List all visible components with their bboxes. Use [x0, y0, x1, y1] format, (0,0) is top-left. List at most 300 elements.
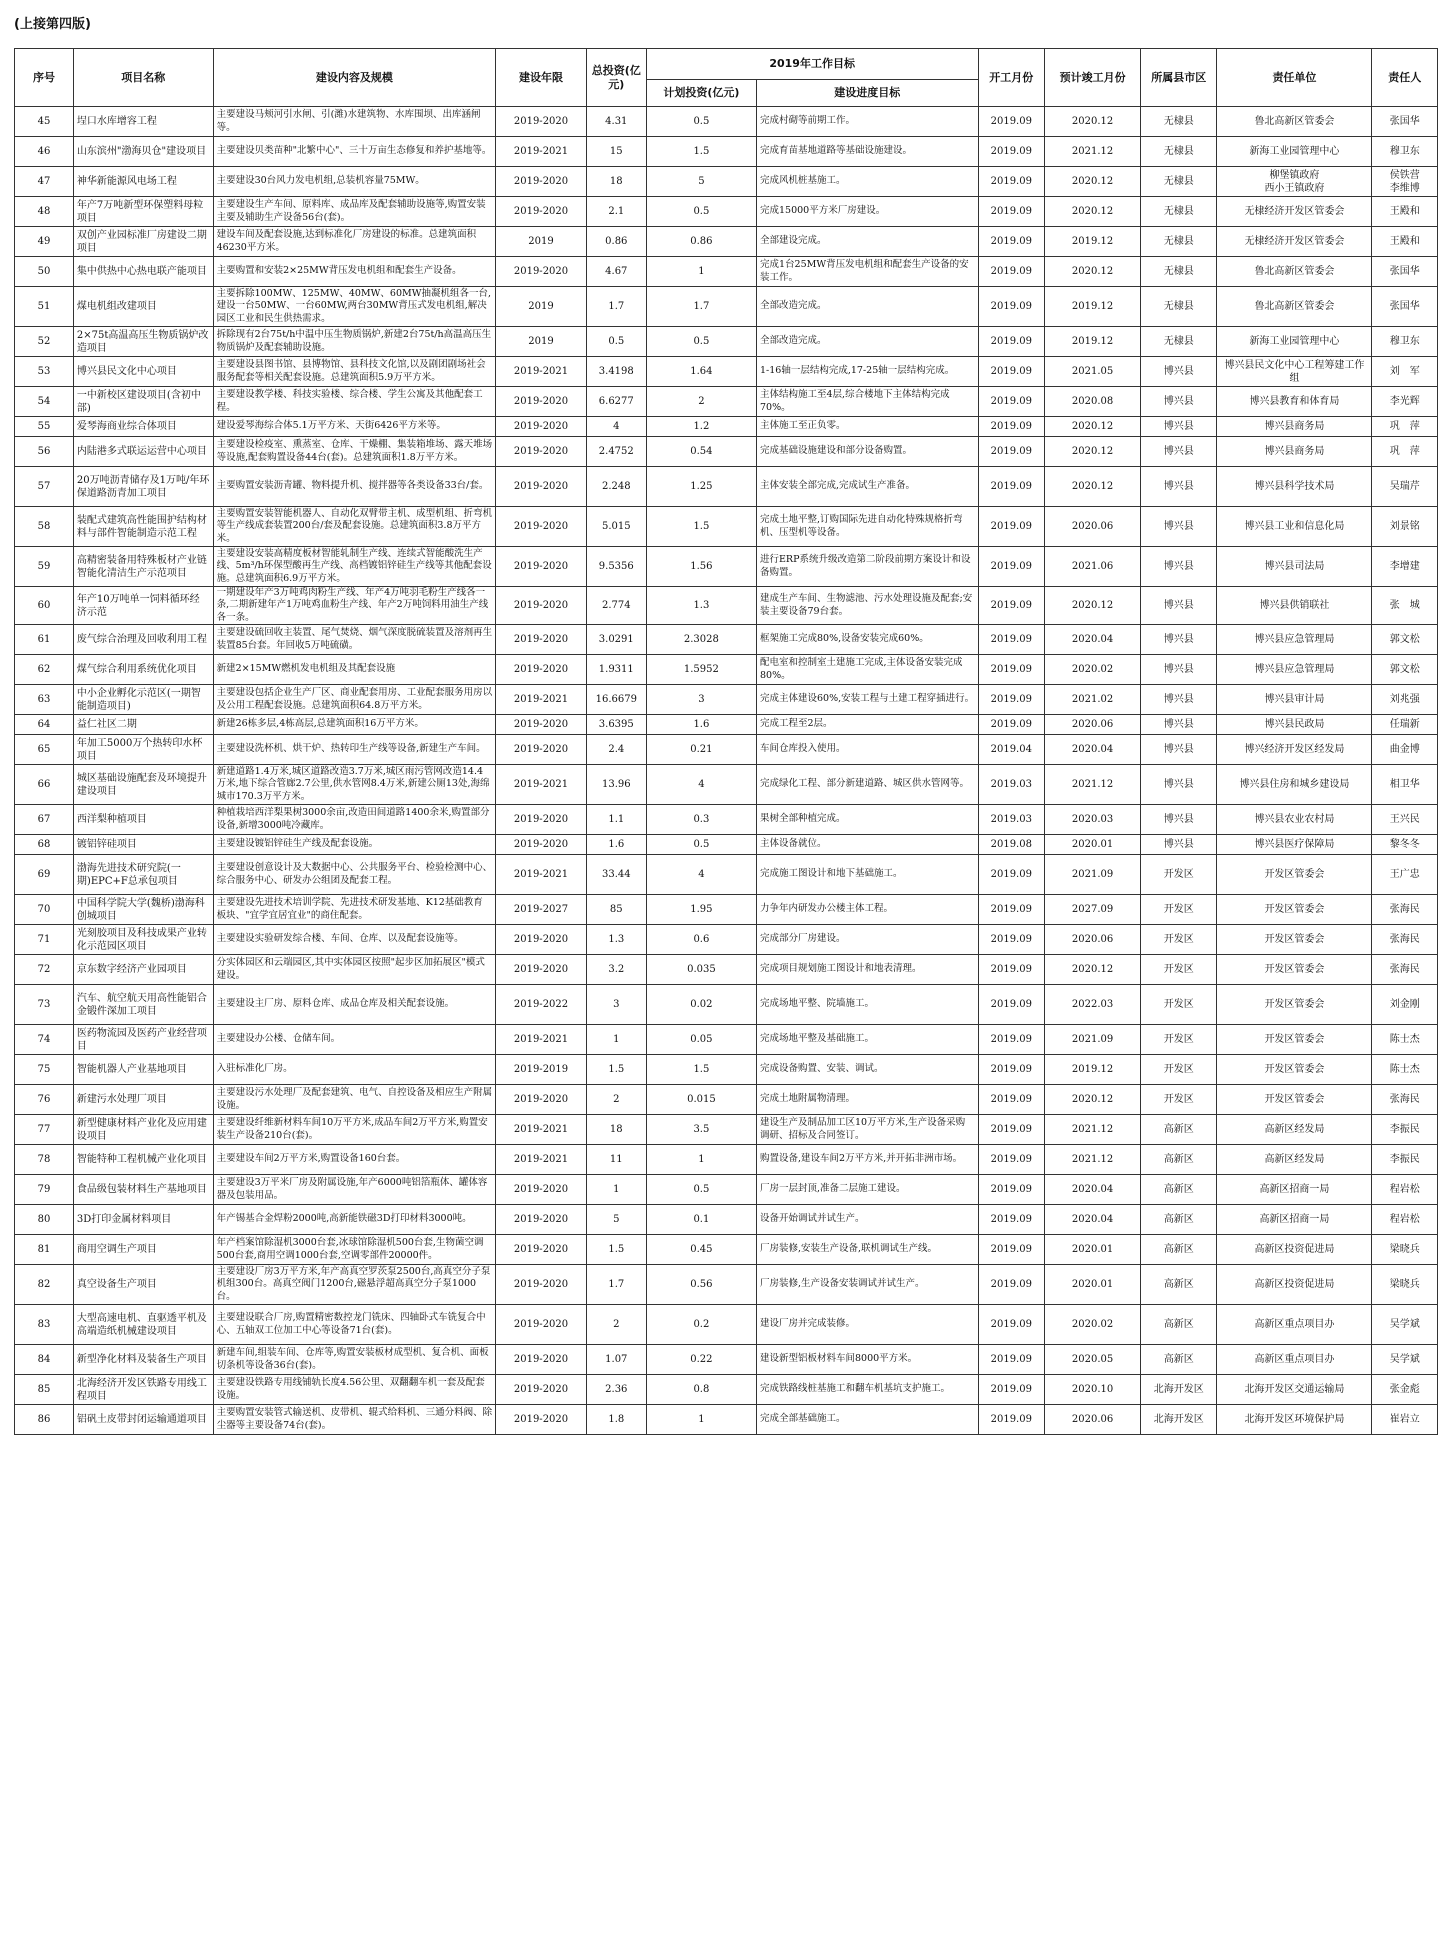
cell-start: 2019.09 [978, 625, 1045, 655]
cell-total: 1.5 [586, 1055, 646, 1085]
table-row [15, 1115, 1438, 1145]
cell-plan: 0.5 [646, 107, 756, 137]
cell-person: 郭文松 [1372, 625, 1438, 655]
cell-seq: 57 [15, 467, 74, 507]
table-row [15, 1175, 1438, 1205]
cell-start: 2019.09 [978, 357, 1045, 387]
cell-plan: 0.6 [646, 925, 756, 955]
table-row [15, 1265, 1438, 1305]
cell-county: 博兴县 [1141, 357, 1217, 387]
header-total: 总投资(亿元) [586, 49, 646, 107]
table-row [15, 835, 1438, 855]
cell-progress: 主体安装全部完成,完成试生产准备。 [757, 467, 979, 507]
cell-unit: 博兴经济开发区经发局 [1217, 735, 1372, 765]
table-row [15, 1405, 1438, 1435]
cell-start: 2019.09 [978, 137, 1045, 167]
cell-content: 主要建设洗杯机、烘干炉、热转印生产线等设备,新建生产车间。 [213, 735, 496, 765]
cell-finish: 2020.03 [1045, 805, 1141, 835]
cell-content: 主要建设创意设计及大数据中心、公共服务平台、检验检测中心、综合服务中心、研发办公组团及配套工程。 [213, 855, 496, 895]
cell-finish: 2021.12 [1045, 765, 1141, 805]
cell-person: 王兴民 [1372, 805, 1438, 835]
cell-finish: 2020.04 [1045, 1175, 1141, 1205]
cell-total: 2 [586, 1305, 646, 1345]
cell-content: 主要购置安装智能机器人、自动化双臂带主机、成型机组、折弯机等生产线成套装置200台/套及配套设施。总建筑面积3.8万平方米。 [213, 507, 496, 547]
cell-content: 主要购置和安装2×25MW背压发电机组和配套生产设备。 [213, 257, 496, 287]
cell-person: 刘景铭 [1372, 507, 1438, 547]
cell-period: 2019 [496, 227, 587, 257]
cell-progress: 完成施工图设计和地下基础施工。 [757, 855, 979, 895]
cell-county: 高新区 [1141, 1235, 1217, 1265]
cell-start: 2019.09 [978, 985, 1045, 1025]
cell-unit: 开发区管委会 [1217, 955, 1372, 985]
table-row [15, 1085, 1438, 1115]
cell-plan: 1.5952 [646, 655, 756, 685]
cell-period: 2019-2020 [496, 437, 587, 467]
cell-finish: 2027.09 [1045, 895, 1141, 925]
cell-seq: 66 [15, 765, 74, 805]
cell-county: 博兴县 [1141, 387, 1217, 417]
cell-plan: 3.5 [646, 1115, 756, 1145]
cell-finish: 2021.12 [1045, 1145, 1141, 1175]
cell-finish: 2021.06 [1045, 547, 1141, 587]
cell-start: 2019.03 [978, 805, 1045, 835]
cell-period: 2019-2020 [496, 955, 587, 985]
cell-period: 2019-2020 [496, 107, 587, 137]
cell-plan: 3 [646, 685, 756, 715]
cell-progress: 车间仓库投入使用。 [757, 735, 979, 765]
cell-total: 1 [586, 1025, 646, 1055]
cell-progress: 完成育苗基地道路等基础设施建设。 [757, 137, 979, 167]
cell-period: 2019-2021 [496, 855, 587, 895]
cell-content: 入驻标准化厂房。 [213, 1055, 496, 1085]
cell-name: 铝矾土皮带封闭运输通道项目 [73, 1405, 213, 1435]
cell-progress: 完成基础设施建设和部分设备购置。 [757, 437, 979, 467]
cell-person: 刘兆强 [1372, 685, 1438, 715]
cell-county: 博兴县 [1141, 625, 1217, 655]
table-row [15, 437, 1438, 467]
cell-finish: 2019.12 [1045, 327, 1141, 357]
cell-county: 高新区 [1141, 1205, 1217, 1235]
cell-unit: 新海工业园管理中心 [1217, 327, 1372, 357]
cell-person: 李增建 [1372, 547, 1438, 587]
cell-content: 主要建设30台风力发电机组,总装机容量75MW。 [213, 167, 496, 197]
cell-unit: 博兴县应急管理局 [1217, 655, 1372, 685]
cell-plan: 0.05 [646, 1025, 756, 1055]
cell-plan: 0.22 [646, 1345, 756, 1375]
cell-name: 汽车、航空航天用高性能铝合金锻件深加工项目 [73, 985, 213, 1025]
table-row [15, 227, 1438, 257]
cell-start: 2019.09 [978, 715, 1045, 735]
cell-plan: 0.02 [646, 985, 756, 1025]
cell-person: 张国华 [1372, 107, 1438, 137]
cell-total: 33.44 [586, 855, 646, 895]
cell-period: 2019-2022 [496, 985, 587, 1025]
cell-start: 2019.09 [978, 1115, 1045, 1145]
cell-progress: 配电室和控制室土建施工完成,主体设备安装完成80%。 [757, 655, 979, 685]
cell-unit: 博兴县司法局 [1217, 547, 1372, 587]
cell-county: 北海开发区 [1141, 1375, 1217, 1405]
cell-total: 18 [586, 1115, 646, 1145]
cell-unit: 高新区投资促进局 [1217, 1235, 1372, 1265]
cell-seq: 76 [15, 1085, 74, 1115]
cell-start: 2019.09 [978, 507, 1045, 547]
cell-finish: 2020.01 [1045, 1235, 1141, 1265]
cell-total: 0.5 [586, 327, 646, 357]
cell-period: 2019-2020 [496, 1405, 587, 1435]
cell-seq: 63 [15, 685, 74, 715]
cell-plan: 0.56 [646, 1265, 756, 1305]
cell-progress: 完成全部基础施工。 [757, 1405, 979, 1435]
cell-name: 年产10万吨单一饲料循环经济示范 [73, 587, 213, 625]
cell-content: 主要建设包括企业生产厂区、商业配套用房、工业配套服务用房以及公用工程配套设施。总建筑面积64.8万平方米。 [213, 685, 496, 715]
cell-person: 吴学斌 [1372, 1345, 1438, 1375]
cell-start: 2019.09 [978, 547, 1045, 587]
cell-finish: 2020.12 [1045, 587, 1141, 625]
cell-person: 梁晓兵 [1372, 1235, 1438, 1265]
cell-person: 侯铁营 李维博 [1372, 167, 1438, 197]
header-seq: 序号 [15, 49, 74, 107]
cell-unit: 无棣经济开发区管委会 [1217, 227, 1372, 257]
cell-total: 1.8 [586, 1405, 646, 1435]
cell-start: 2019.09 [978, 107, 1045, 137]
cell-person: 穆卫东 [1372, 137, 1438, 167]
table-row [15, 1145, 1438, 1175]
cell-seq: 82 [15, 1265, 74, 1305]
header-person: 责任人 [1372, 49, 1438, 107]
cell-plan: 2.3028 [646, 625, 756, 655]
cell-seq: 49 [15, 227, 74, 257]
cell-total: 2 [586, 1085, 646, 1115]
cell-finish: 2019.12 [1045, 227, 1141, 257]
cell-content: 建设爱琴海综合体5.1万平方米、天街6426平方米等。 [213, 417, 496, 437]
cell-total: 0.86 [586, 227, 646, 257]
cell-period: 2019-2020 [496, 1235, 587, 1265]
cell-finish: 2021.09 [1045, 1025, 1141, 1055]
cell-plan: 0.8 [646, 1375, 756, 1405]
cell-unit: 博兴县住房和城乡建设局 [1217, 765, 1372, 805]
cell-unit: 博兴县供销联社 [1217, 587, 1372, 625]
cell-name: 真空设备生产项目 [73, 1265, 213, 1305]
cell-unit: 高新区经发局 [1217, 1115, 1372, 1145]
cell-county: 博兴县 [1141, 655, 1217, 685]
cell-name: 光刻胶项目及科技成果产业转化示范园区项目 [73, 925, 213, 955]
cell-plan: 1.25 [646, 467, 756, 507]
table-row [15, 1025, 1438, 1055]
cell-period: 2019-2021 [496, 765, 587, 805]
cell-period: 2019-2027 [496, 895, 587, 925]
cell-total: 13.96 [586, 765, 646, 805]
cell-finish: 2020.10 [1045, 1375, 1141, 1405]
cell-total: 85 [586, 895, 646, 925]
header-progress: 建设进度目标 [757, 80, 979, 107]
cell-content: 新建道路1.4万米,城区道路改造3.7万米,城区雨污管网改造14.4万米,地下综合管廊2.7公里,供水管网8.4万米,新建公厕13处,海绵城市170.3万平方米。 [213, 765, 496, 805]
cell-plan: 0.5 [646, 197, 756, 227]
cell-unit: 高新区招商一局 [1217, 1175, 1372, 1205]
cell-person: 王广忠 [1372, 855, 1438, 895]
cell-person: 张海民 [1372, 925, 1438, 955]
cell-period: 2019-2020 [496, 1265, 587, 1305]
table-row [15, 547, 1438, 587]
cell-person: 李振民 [1372, 1115, 1438, 1145]
cell-county: 高新区 [1141, 1305, 1217, 1345]
cell-person: 梁晓兵 [1372, 1265, 1438, 1305]
cell-plan: 1.64 [646, 357, 756, 387]
cell-finish: 2020.05 [1045, 1345, 1141, 1375]
cell-name: 大型高速电机、直驱透平机及高端造纸机械建设项目 [73, 1305, 213, 1345]
header-unit: 责任单位 [1217, 49, 1372, 107]
cell-seq: 77 [15, 1115, 74, 1145]
cell-start: 2019.09 [978, 167, 1045, 197]
cell-content: 主要建设污水处理厂及配套建筑、电气、自控设备及相应生产附属设施。 [213, 1085, 496, 1115]
cell-content: 新建26栋多层,4栋高层,总建筑面积16万平方米。 [213, 715, 496, 735]
cell-county: 博兴县 [1141, 547, 1217, 587]
cell-name: 智能机器人产业基地项目 [73, 1055, 213, 1085]
cell-unit: 鲁北高新区管委会 [1217, 107, 1372, 137]
cell-county: 博兴县 [1141, 685, 1217, 715]
header-period: 建设年限 [496, 49, 587, 107]
cell-name: 新建污水处理厂项目 [73, 1085, 213, 1115]
cell-person: 郭文松 [1372, 655, 1438, 685]
cell-person: 李光辉 [1372, 387, 1438, 417]
cell-finish: 2019.12 [1045, 1055, 1141, 1085]
cell-period: 2019-2021 [496, 1145, 587, 1175]
cell-total: 15 [586, 137, 646, 167]
cell-period: 2019-2020 [496, 735, 587, 765]
cell-person: 巩 萍 [1372, 437, 1438, 467]
cell-content: 分实体园区和云端园区,其中实体园区按照"起步区加拓展区"模式建设。 [213, 955, 496, 985]
cell-progress: 全部改造完成。 [757, 287, 979, 327]
cell-seq: 65 [15, 735, 74, 765]
cell-start: 2019.09 [978, 855, 1045, 895]
cell-start: 2019.08 [978, 835, 1045, 855]
cell-plan: 0.5 [646, 835, 756, 855]
cell-county: 博兴县 [1141, 765, 1217, 805]
cell-content: 主要建设铁路专用线铺轨长度4.56公里、双翻翻车机一套及配套设施。 [213, 1375, 496, 1405]
header-name: 项目名称 [73, 49, 213, 107]
cell-person: 吴学斌 [1372, 1305, 1438, 1345]
cell-finish: 2021.12 [1045, 1115, 1141, 1145]
cell-progress: 完成风机桩基施工。 [757, 167, 979, 197]
cell-plan: 0.2 [646, 1305, 756, 1345]
cell-seq: 59 [15, 547, 74, 587]
cell-finish: 2020.04 [1045, 735, 1141, 765]
table-body [15, 107, 1438, 1435]
cell-seq: 85 [15, 1375, 74, 1405]
cell-content: 主要建设厂房3万平方米,年产高真空罗茨泵2500台,高真空分子泵机组300台。高真空阀门1200台,磁悬浮超高真空分子泵1000台。 [213, 1265, 496, 1305]
cell-start: 2019.09 [978, 227, 1045, 257]
table-row [15, 925, 1438, 955]
cell-start: 2019.09 [978, 197, 1045, 227]
cell-plan: 0.54 [646, 437, 756, 467]
cell-plan: 0.5 [646, 1175, 756, 1205]
cell-county: 开发区 [1141, 895, 1217, 925]
cell-name: 一中新校区建设项目(含初中部) [73, 387, 213, 417]
cell-county: 开发区 [1141, 955, 1217, 985]
cell-plan: 1 [646, 1405, 756, 1435]
cell-start: 2019.09 [978, 257, 1045, 287]
table-row [15, 287, 1438, 327]
cell-start: 2019.09 [978, 587, 1045, 625]
cell-name: 益仁社区二期 [73, 715, 213, 735]
cell-progress: 购置设备,建设车间2万平方米,并开拓非洲市场。 [757, 1145, 979, 1175]
cell-name: 中国科学院大学(魏桥)渤海科创城项目 [73, 895, 213, 925]
cell-start: 2019.09 [978, 1085, 1045, 1115]
table-row [15, 805, 1438, 835]
cell-total: 16.6679 [586, 685, 646, 715]
cell-period: 2019-2019 [496, 1055, 587, 1085]
cell-content: 主要建设生产车间、原料库、成品库及配套辅助设施等,购置安装主要及辅助生产设备56台(套)。 [213, 197, 496, 227]
cell-start: 2019.09 [978, 1265, 1045, 1305]
cell-content: 主要建设马颊河引水闸、引(潍)水建筑物、水库围坝、出库涵闸等。 [213, 107, 496, 137]
cell-name: 新型净化材料及装备生产项目 [73, 1345, 213, 1375]
cell-person: 张海民 [1372, 895, 1438, 925]
header-target-group: 2019年工作目标 [646, 49, 978, 80]
cell-finish: 2021.12 [1045, 137, 1141, 167]
cell-plan: 1.5 [646, 1055, 756, 1085]
cell-county: 博兴县 [1141, 417, 1217, 437]
cell-start: 2019.04 [978, 735, 1045, 765]
cell-progress: 完成铁路线桩基施工和翻车机基坑支护施工。 [757, 1375, 979, 1405]
table-row [15, 1305, 1438, 1345]
cell-start: 2019.09 [978, 287, 1045, 327]
cell-finish: 2022.03 [1045, 985, 1141, 1025]
table-row [15, 1375, 1438, 1405]
cell-unit: 博兴县工业和信息化局 [1217, 507, 1372, 547]
cell-content: 主要建设车间2万平方米,购置设备160台套。 [213, 1145, 496, 1175]
cell-seq: 58 [15, 507, 74, 547]
cell-period: 2019-2020 [496, 547, 587, 587]
cell-county: 开发区 [1141, 1025, 1217, 1055]
cell-person: 张国华 [1372, 257, 1438, 287]
cell-name: 双创产业园标准厂房建设二期项目 [73, 227, 213, 257]
cell-progress: 完成部分厂房建设。 [757, 925, 979, 955]
cell-unit: 博兴县民政局 [1217, 715, 1372, 735]
cell-name: 煤电机组改建项目 [73, 287, 213, 327]
cell-person: 巩 萍 [1372, 417, 1438, 437]
cell-content: 种植栽培西洋梨果树3000余亩,改造田间道路1400余米,购置部分设备,新增3000吨冷藏库。 [213, 805, 496, 835]
cell-seq: 62 [15, 655, 74, 685]
cell-start: 2019.09 [978, 1375, 1045, 1405]
table-row [15, 715, 1438, 735]
cell-total: 3.4198 [586, 357, 646, 387]
cell-start: 2019.09 [978, 1205, 1045, 1235]
cell-name: 2×75t高温高压生物质锅炉改造项目 [73, 327, 213, 357]
cell-total: 2.248 [586, 467, 646, 507]
cell-name: 煤气综合利用系统优化项目 [73, 655, 213, 685]
cell-total: 1.07 [586, 1345, 646, 1375]
cell-unit: 博兴县商务局 [1217, 437, 1372, 467]
cell-plan: 0.21 [646, 735, 756, 765]
cell-seq: 45 [15, 107, 74, 137]
table-row [15, 417, 1438, 437]
cell-person: 任瑞新 [1372, 715, 1438, 735]
cell-period: 2019-2020 [496, 417, 587, 437]
cell-progress: 完成场地平整、院墙施工。 [757, 985, 979, 1025]
cell-unit: 开发区管委会 [1217, 1055, 1372, 1085]
cell-name: 智能特种工程机械产业化项目 [73, 1145, 213, 1175]
cell-name: 西洋梨种植项目 [73, 805, 213, 835]
cell-content: 建设车间及配套设施,达到标准化厂房建设的标准。总建筑面积46230平方米。 [213, 227, 496, 257]
cell-plan: 0.5 [646, 327, 756, 357]
cell-finish: 2020.02 [1045, 655, 1141, 685]
cell-total: 1.9311 [586, 655, 646, 685]
cell-period: 2019-2020 [496, 1375, 587, 1405]
cell-period: 2019-2020 [496, 1305, 587, 1345]
cell-progress: 全部建设完成。 [757, 227, 979, 257]
table-row [15, 625, 1438, 655]
cell-progress: 设备开始调试并试生产。 [757, 1205, 979, 1235]
cell-name: 医药物流园及医药产业经营项目 [73, 1025, 213, 1055]
cell-content: 主要建设实验研发综合楼、车间、仓库、以及配套设施等。 [213, 925, 496, 955]
cell-seq: 48 [15, 197, 74, 227]
cell-seq: 72 [15, 955, 74, 985]
cell-person: 王殿和 [1372, 227, 1438, 257]
cell-name: 20万吨沥青储存及1万吨/年环保道路沥青加工项目 [73, 467, 213, 507]
cell-name: 新型健康材料产业化及应用建设项目 [73, 1115, 213, 1145]
cell-period: 2019-2020 [496, 805, 587, 835]
cell-unit: 新海工业园管理中心 [1217, 137, 1372, 167]
cell-seq: 67 [15, 805, 74, 835]
cell-start: 2019.09 [978, 1145, 1045, 1175]
cell-unit: 高新区招商一局 [1217, 1205, 1372, 1235]
table-row [15, 167, 1438, 197]
cell-name: 中小企业孵化示范区(一期智能制造项目) [73, 685, 213, 715]
cell-county: 无棣县 [1141, 257, 1217, 287]
header-finish: 预计竣工月份 [1045, 49, 1141, 107]
cell-finish: 2021.09 [1045, 855, 1141, 895]
cell-county: 开发区 [1141, 855, 1217, 895]
cell-period: 2019-2020 [496, 1175, 587, 1205]
cell-name: 食品级包装材料生产基地项目 [73, 1175, 213, 1205]
cell-progress: 进行ERP系统升级改造第二阶段前期方案设计和设备购置。 [757, 547, 979, 587]
cell-county: 开发区 [1141, 1055, 1217, 1085]
cell-person: 张海民 [1372, 955, 1438, 985]
cell-seq: 70 [15, 895, 74, 925]
cell-period: 2019 [496, 287, 587, 327]
cell-person: 程岩松 [1372, 1205, 1438, 1235]
cell-unit: 开发区管委会 [1217, 895, 1372, 925]
cell-content: 主要建设镀铝锌硅生产线及配套设施。 [213, 835, 496, 855]
cell-county: 无棣县 [1141, 287, 1217, 327]
cell-total: 5.015 [586, 507, 646, 547]
cell-progress: 果树全部种植完成。 [757, 805, 979, 835]
cell-plan: 5 [646, 167, 756, 197]
cell-progress: 完成设备购置、安装、调试。 [757, 1055, 979, 1085]
cell-plan: 1.5 [646, 137, 756, 167]
cell-plan: 0.3 [646, 805, 756, 835]
cell-plan: 1.2 [646, 417, 756, 437]
cell-finish: 2021.02 [1045, 685, 1141, 715]
cell-plan: 4 [646, 765, 756, 805]
cell-content: 主要建设县图书馆、县博物馆、县科技文化馆,以及剧团剧场社会服务配套等相关配套设施。总建筑面积5.9万平方米。 [213, 357, 496, 387]
cell-unit: 开发区管委会 [1217, 855, 1372, 895]
cell-total: 2.36 [586, 1375, 646, 1405]
cell-county: 无棣县 [1141, 197, 1217, 227]
cell-content: 新建车间,组装车间、仓库等,购置安装板材成型机、复合机、面板切条机等设备36台(套)。 [213, 1345, 496, 1375]
cell-content: 主要建设纤维新材料车间10万平方米,成品车间2万平方米,购置安装生产设备210台(套)。 [213, 1115, 496, 1145]
header-content: 建设内容及规模 [213, 49, 496, 107]
cell-seq: 52 [15, 327, 74, 357]
cell-period: 2019-2021 [496, 357, 587, 387]
cell-person: 刘 军 [1372, 357, 1438, 387]
cell-person: 刘金刚 [1372, 985, 1438, 1025]
cell-period: 2019-2021 [496, 1025, 587, 1055]
cell-seq: 75 [15, 1055, 74, 1085]
cell-content: 年产锡基合金焊粉2000吨,高新能铁磁3D打印材料3000吨。 [213, 1205, 496, 1235]
cell-period: 2019-2020 [496, 835, 587, 855]
cell-start: 2019.09 [978, 467, 1045, 507]
cell-county: 无棣县 [1141, 227, 1217, 257]
